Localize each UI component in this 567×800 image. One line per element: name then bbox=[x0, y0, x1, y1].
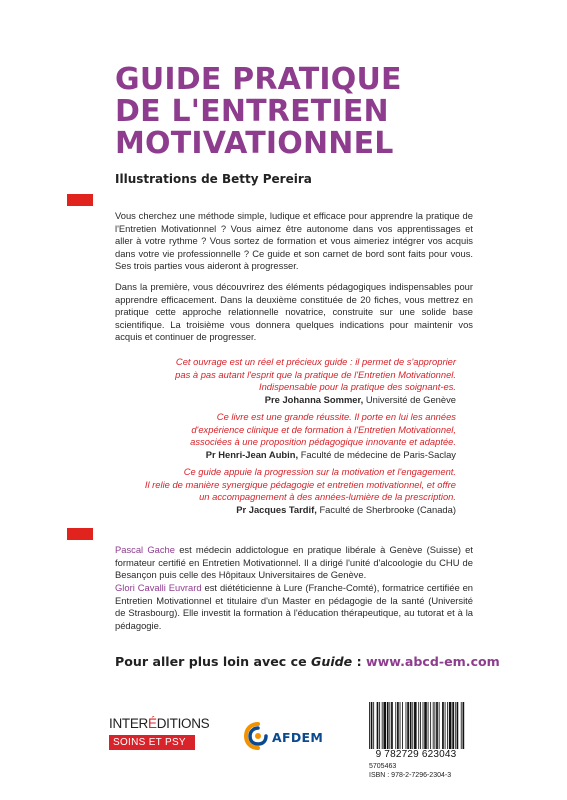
website-link[interactable]: www.abcd-em.com bbox=[366, 654, 500, 669]
barcode-bar bbox=[430, 702, 431, 749]
barcode-bar bbox=[436, 702, 438, 749]
barcode-bar bbox=[402, 702, 403, 749]
publisher-name-part2: DITIONS bbox=[156, 716, 210, 731]
barcode-bar bbox=[410, 702, 412, 749]
barcode-bar bbox=[447, 702, 448, 749]
barcode-bar bbox=[424, 702, 427, 749]
isbn-info bbox=[369, 762, 451, 780]
barcode-bar bbox=[461, 702, 462, 749]
barcode-bar bbox=[433, 702, 434, 749]
barcode bbox=[367, 702, 465, 762]
quote-author-name: Pr Henri-Jean Aubin, bbox=[205, 448, 299, 460]
barcode-bar bbox=[457, 702, 459, 749]
quote-line: associées à une proposition pédagogique innovante et adaptée. bbox=[190, 436, 456, 448]
title-line-1: GUIDE PRATIQUE bbox=[115, 62, 402, 97]
isbn-number: ISBN : 978-2-7296-2304-3 bbox=[369, 772, 452, 779]
barcode-bar bbox=[397, 702, 399, 749]
barcode-bar bbox=[434, 702, 435, 749]
barcode-bar bbox=[379, 702, 380, 749]
quote-line: pas à pas autant l'esprit que la pratique de l'Entretien Motivationnel. bbox=[175, 368, 456, 380]
afdem-logo-icon bbox=[244, 720, 272, 752]
quote-line: Ce livre est une grande réussite. Il porte en lui les années bbox=[216, 411, 456, 422]
quote-author-affiliation: Université de Genève bbox=[363, 393, 456, 405]
publisher-name-accent: É bbox=[148, 716, 157, 731]
barcode-bar bbox=[389, 702, 390, 749]
barcode-bar bbox=[373, 702, 374, 749]
afdem-name: AFDEM bbox=[272, 730, 324, 745]
barcode-bar bbox=[452, 702, 454, 749]
barcode-bar bbox=[383, 702, 386, 749]
afdem-logo bbox=[244, 720, 324, 752]
title-line-2: DE L'ENTRETIEN bbox=[115, 94, 389, 129]
collection-label: SOINS ET PSY bbox=[109, 735, 195, 750]
barcode-bar bbox=[423, 702, 424, 749]
author-bio-1 bbox=[115, 544, 473, 582]
website-cta bbox=[115, 654, 500, 669]
quote-author-name: Pr Jacques Tardif, bbox=[236, 503, 317, 515]
testimonial-quote-1 bbox=[136, 356, 456, 406]
barcode-bar bbox=[442, 702, 444, 749]
barcode-bar bbox=[449, 702, 452, 749]
intro-paragraph-2: Dans la première, vous découvrirez des éléments pédagogiques indispensables pour apprendre efficacement. Dans la deuxième constituée de 20 fiches, vous mettrez en pratique cette approche relationnelle novatrice, construite sur une solide base scientifique. La troisième vous donnera quelques indications pour maintenir vos acquis et continuer de progresser. bbox=[115, 281, 473, 342]
author-description: est médecin addictologue en pratique libérale à Genève (Suisse) et formateur certifié en Entretien Motivationnel. Il a dirigé l'unité d'alcoologie du CHU de Besançon puis celle des Hôpitaux Universitaires de Genève. bbox=[115, 544, 473, 580]
quote-author-affiliation: Faculté de Sherbrooke (Canada) bbox=[316, 503, 456, 515]
barcode-bar bbox=[406, 702, 407, 749]
cta-guide-word: Guide bbox=[311, 654, 353, 669]
barcode-bar bbox=[412, 702, 413, 749]
barcode-bar bbox=[382, 702, 383, 749]
product-code: 5705463 bbox=[369, 763, 397, 770]
intro-paragraph-1: Vous cherchez une méthode simple, ludique et efficace pour apprendre la pratique de l'Entretien Motivationnel ? Vous aimez être autonome dans vos apprentissages et aller à votre rythme ? Vous sortez de formation et vous aimeriez intégrer vos acquis dans votre vie professionnelle ? Ce guide et son carnet de bord sont faits pour vous. Ses trois parties vous aideront à progresser. bbox=[115, 210, 473, 271]
illustrator-credit: Illustrations de Betty Pereira bbox=[115, 172, 312, 186]
section-marker-authors bbox=[67, 528, 93, 540]
barcode-bar bbox=[377, 702, 379, 749]
quote-attribution bbox=[136, 449, 456, 462]
barcode-bar bbox=[445, 702, 446, 749]
quote-author-affiliation: Faculté de médecine de Paris-Saclay bbox=[298, 448, 456, 460]
author-bio-2 bbox=[115, 582, 473, 632]
barcode-bar bbox=[420, 702, 421, 749]
barcode-bar bbox=[371, 702, 373, 749]
author-name: Glori Cavalli Euvrard bbox=[115, 582, 202, 593]
cta-separator: : bbox=[352, 654, 367, 669]
barcode-bar bbox=[463, 702, 465, 749]
quote-line: Il relie de manière synergique pédagogie et entretien motivationnel, et offre bbox=[144, 478, 456, 490]
quote-attribution bbox=[136, 504, 456, 517]
quote-line: d'expérience clinique et de formation à l'Entretien Motivationnel, bbox=[191, 423, 456, 435]
publisher-logo bbox=[109, 716, 217, 750]
barcode-bar bbox=[369, 702, 370, 749]
barcode-digits: 9 782729 623043 bbox=[375, 749, 457, 760]
author-name: Pascal Gache bbox=[115, 544, 175, 555]
barcode-bars bbox=[367, 702, 465, 749]
quote-line: Ce guide appuie la progression sur la motivation et l'engagement. bbox=[183, 466, 456, 477]
author-description: est diététicienne à Lure (Franche-Comté), formatrice certifiée en Entretien Motivationnel et titulaire d'un Master en pédagogie de la santé (Université de Strasbourg). Elle investit la formation à l'éducation thérapeutique, au tutorat et à la pédagogie. bbox=[115, 582, 474, 631]
cta-prefix: Pour aller plus loin avec ce bbox=[115, 654, 312, 669]
barcode-bar bbox=[418, 702, 419, 749]
quote-author-name: Pre Johanna Sommer, bbox=[264, 393, 364, 405]
barcode-bar bbox=[455, 702, 456, 749]
barcode-bar bbox=[407, 702, 409, 749]
title-line-3: MOTIVATIONNEL bbox=[115, 126, 394, 161]
barcode-bar bbox=[400, 702, 401, 749]
testimonial-quote-3 bbox=[136, 466, 456, 516]
barcode-bar bbox=[439, 702, 440, 749]
quote-line: Indispensable pour la pratique des soignant-es. bbox=[258, 381, 456, 393]
barcode-bar bbox=[414, 702, 417, 749]
barcode-bar bbox=[387, 702, 389, 749]
barcode-bar bbox=[395, 702, 396, 749]
section-marker-intro bbox=[67, 194, 93, 206]
quote-attribution bbox=[136, 394, 456, 407]
quote-line: Cet ouvrage est un réel et précieux guide : il permet de s'approprier bbox=[175, 356, 456, 367]
barcode-bar bbox=[391, 702, 393, 749]
testimonial-quote-2 bbox=[136, 411, 456, 461]
publisher-name-part1: INTER bbox=[109, 716, 149, 731]
barcode-bar bbox=[428, 702, 429, 749]
quote-line: un accompagnement à des années-lumière de la prescription. bbox=[199, 491, 456, 503]
publisher-name bbox=[109, 716, 217, 732]
book-title bbox=[115, 64, 495, 160]
